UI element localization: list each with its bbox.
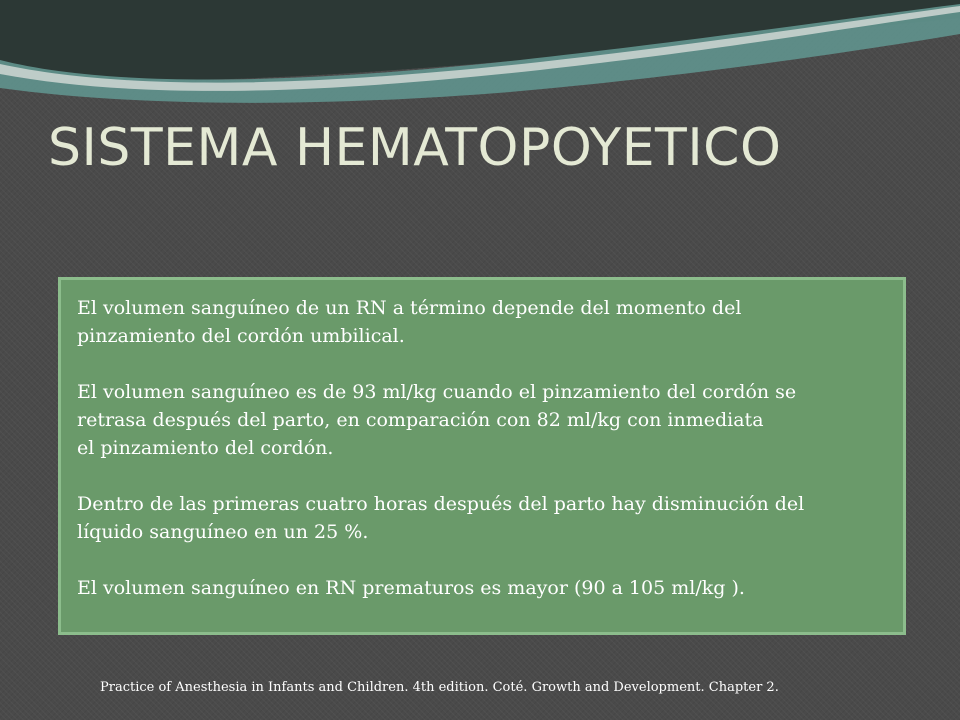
paragraph-premature-volume: [77, 574, 887, 602]
paragraph-line: pinzamiento del cordón umbilical.: [77, 325, 405, 347]
content-box: [58, 277, 906, 635]
paragraph-line: retrasa después del parto, en comparación con 82 ml/kg con inmediata: [77, 409, 764, 431]
paragraph-line: el pinzamiento del cordón.: [77, 437, 334, 459]
paragraph-line: El volumen sanguíneo en RN prematuros es mayor (90 a 105 ml/kg ).: [77, 577, 745, 599]
paragraph-line: Dentro de las primeras cuatro horas después del parto hay disminución del: [77, 493, 805, 515]
paragraph-line: líquido sanguíneo en un 25 %.: [77, 521, 369, 543]
slide-title: SISTEMA HEMATOPOYETICO: [48, 118, 782, 178]
decorative-wave-band: [0, 0, 960, 110]
paragraph-line: El volumen sanguíneo es de 93 ml/kg cuando el pinzamiento del cordón se: [77, 381, 797, 403]
paragraph-line: El volumen sanguíneo de un RN a término depende del momento del: [77, 297, 742, 319]
paragraph-cord-clamping-volume: [77, 378, 887, 462]
paragraph-first-four-hours: [77, 490, 887, 546]
source-citation: Practice of Anesthesia in Infants and Children. 4th edition. Coté. Growth and Development. Chapter 2.: [100, 680, 779, 695]
paragraph-blood-volume-term: [77, 294, 887, 350]
